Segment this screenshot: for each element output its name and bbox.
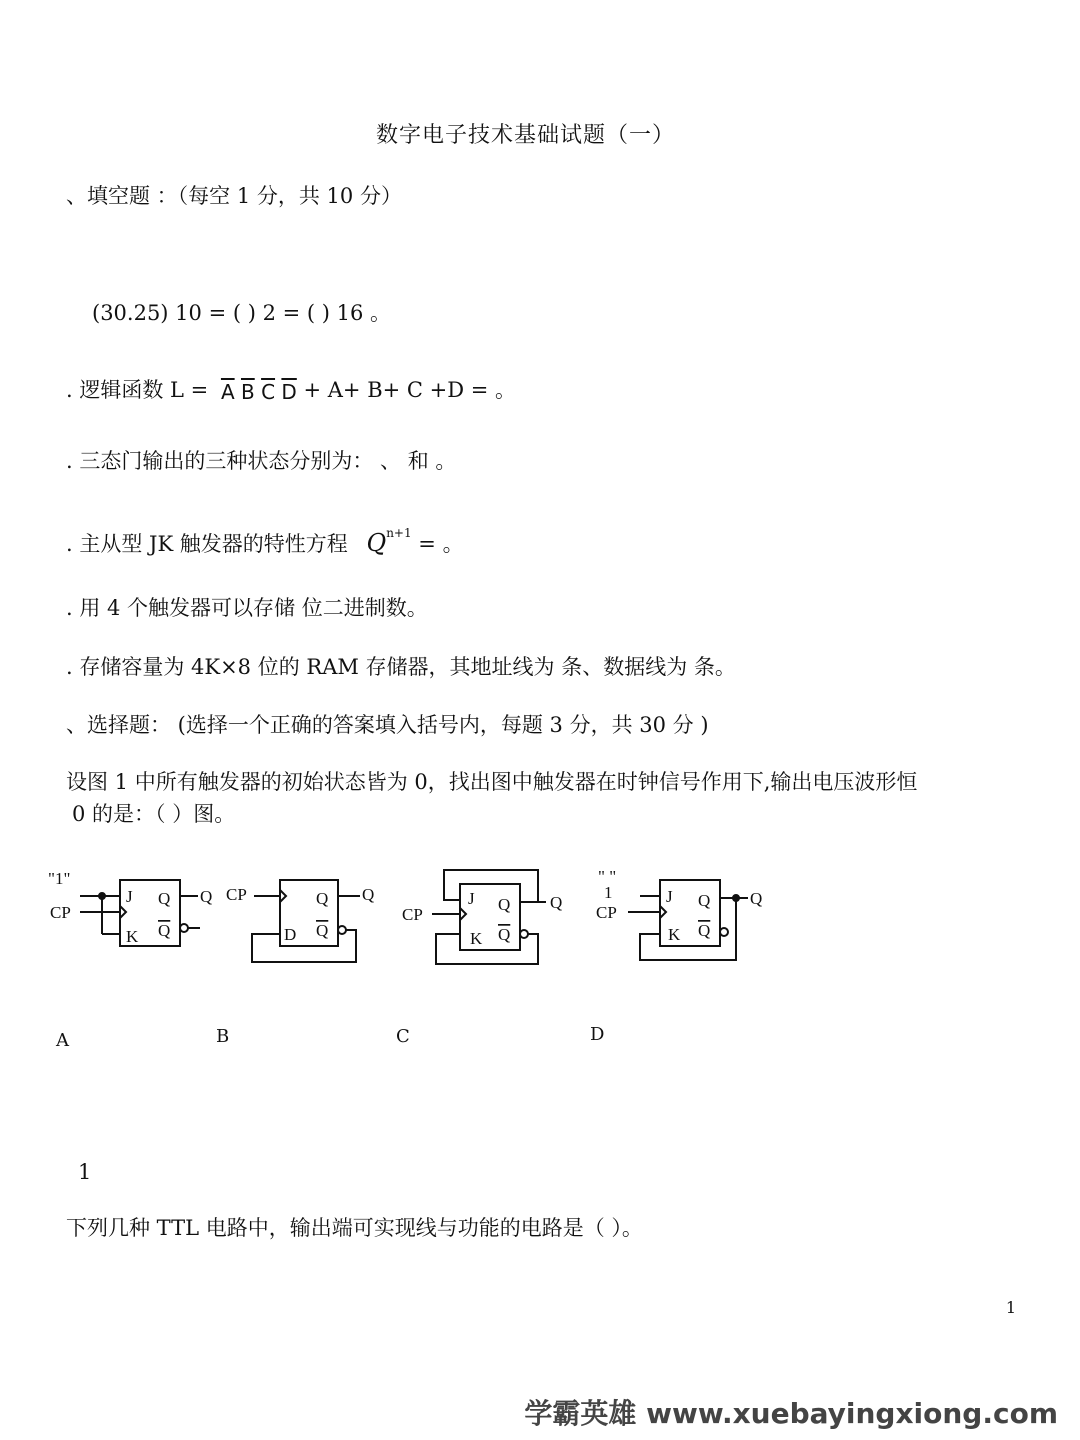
- site-watermark: 学霸英雄 www.xuebayingxiong.com: [524, 1397, 1058, 1430]
- circuit-b-qbar: Q: [316, 921, 329, 940]
- circuit-d-cp: CP: [596, 903, 617, 922]
- figure-label-b: B: [216, 1026, 230, 1047]
- question-6: . 存储容量为 4K×8 位的 RAM 存储器，其地址线为 条、数据线为 条。: [66, 655, 736, 679]
- question-4-suffix: = 。: [418, 532, 464, 556]
- circuit-a: [80, 880, 200, 946]
- circuit-a-k: K: [126, 927, 139, 946]
- circuit-d-one: 1: [604, 883, 613, 902]
- circuit-b-d: D: [284, 925, 297, 944]
- overlined-terms: [221, 378, 297, 406]
- circuit-a-q: Q: [158, 889, 171, 908]
- circuit-b: [252, 880, 360, 962]
- circuit-a-cp: CP: [50, 903, 71, 922]
- question-7-line-2: 0 的是：（ ）图。: [72, 802, 236, 826]
- question-2-suffix: + A+ B+ C +D = 。: [303, 378, 517, 402]
- figure-label-a: A: [56, 1030, 69, 1051]
- b-bar: $\overline{B}$: [240, 379, 255, 404]
- circuit-d-quote: " ": [598, 867, 617, 886]
- question-4: [66, 525, 464, 558]
- question-3: . 三态门输出的三种状态分别为： 、 和 。: [66, 449, 457, 473]
- circuit-b-q-out: Q: [362, 885, 375, 904]
- circuit-c-qbar: Q: [498, 925, 511, 944]
- d-bar: $\overline{D}$: [281, 379, 297, 404]
- q-superscript: n+1: [386, 526, 412, 540]
- question-2-prefix: . 逻辑函数 L =: [66, 378, 209, 402]
- circuit-a-one: "1": [48, 869, 71, 888]
- circuit-b-q: Q: [316, 889, 329, 908]
- circuit-c-q: Q: [498, 895, 511, 914]
- page-title: 数字电子技术基础试题（一）: [376, 123, 676, 148]
- figure-label-c: C: [396, 1026, 410, 1047]
- circuit-c-q-out: Q: [550, 893, 563, 912]
- question-1: (30.25) 10 = ( ) 2 = ( ) 16 。: [92, 301, 392, 325]
- c-bar: $\overline{C}$: [261, 379, 276, 404]
- circuit-c-j: J: [468, 889, 475, 908]
- section-choice-heading: 、选择题： (选择一个正确的答案填入括号内，每题 3 分，共 30 分 ): [66, 713, 709, 737]
- figure-1-circuits: [40, 862, 800, 982]
- a-bar: $\overline{A}$: [220, 379, 235, 404]
- circuit-d: [628, 880, 748, 960]
- question-4-prefix: . 主从型 JK 触发器的特性方程: [66, 532, 348, 556]
- circuit-a-qbar: Q: [158, 921, 171, 940]
- circuit-d-j: J: [666, 887, 673, 906]
- question-8: 下列几种 TTL 电路中，输出端可实现线与功能的电路是（ ）。: [66, 1216, 643, 1240]
- page-number: 1: [1005, 1298, 1016, 1317]
- question-5: . 用 4 个触发器可以存储 位二进制数。: [66, 596, 428, 620]
- circuit-c-cp: CP: [402, 905, 423, 924]
- question-2: [66, 376, 516, 406]
- circuit-c-k: K: [470, 929, 483, 948]
- circuit-d-qbar: Q: [698, 921, 711, 940]
- circuit-d-q: Q: [698, 891, 711, 910]
- figure-caption: 1: [78, 1160, 92, 1184]
- section-fill-blank-heading: 、填空题 ：（每空 1 分，共 10 分）: [66, 184, 402, 208]
- circuit-b-cp: CP: [226, 885, 247, 904]
- circuit-a-j: J: [126, 887, 133, 906]
- circuit-a-q-out: Q: [200, 887, 213, 906]
- question-7-line-1: 设图 1 中所有触发器的初始状态皆为 0，找出图中触发器在时钟信号作用下,输出电压波形恒: [66, 770, 918, 794]
- circuit-d-k: K: [668, 925, 681, 944]
- figure-label-d: D: [590, 1024, 605, 1045]
- circuit-d-q-out: Q: [750, 889, 763, 908]
- q-symbol: Q: [366, 529, 387, 557]
- circuit-c: [432, 870, 546, 964]
